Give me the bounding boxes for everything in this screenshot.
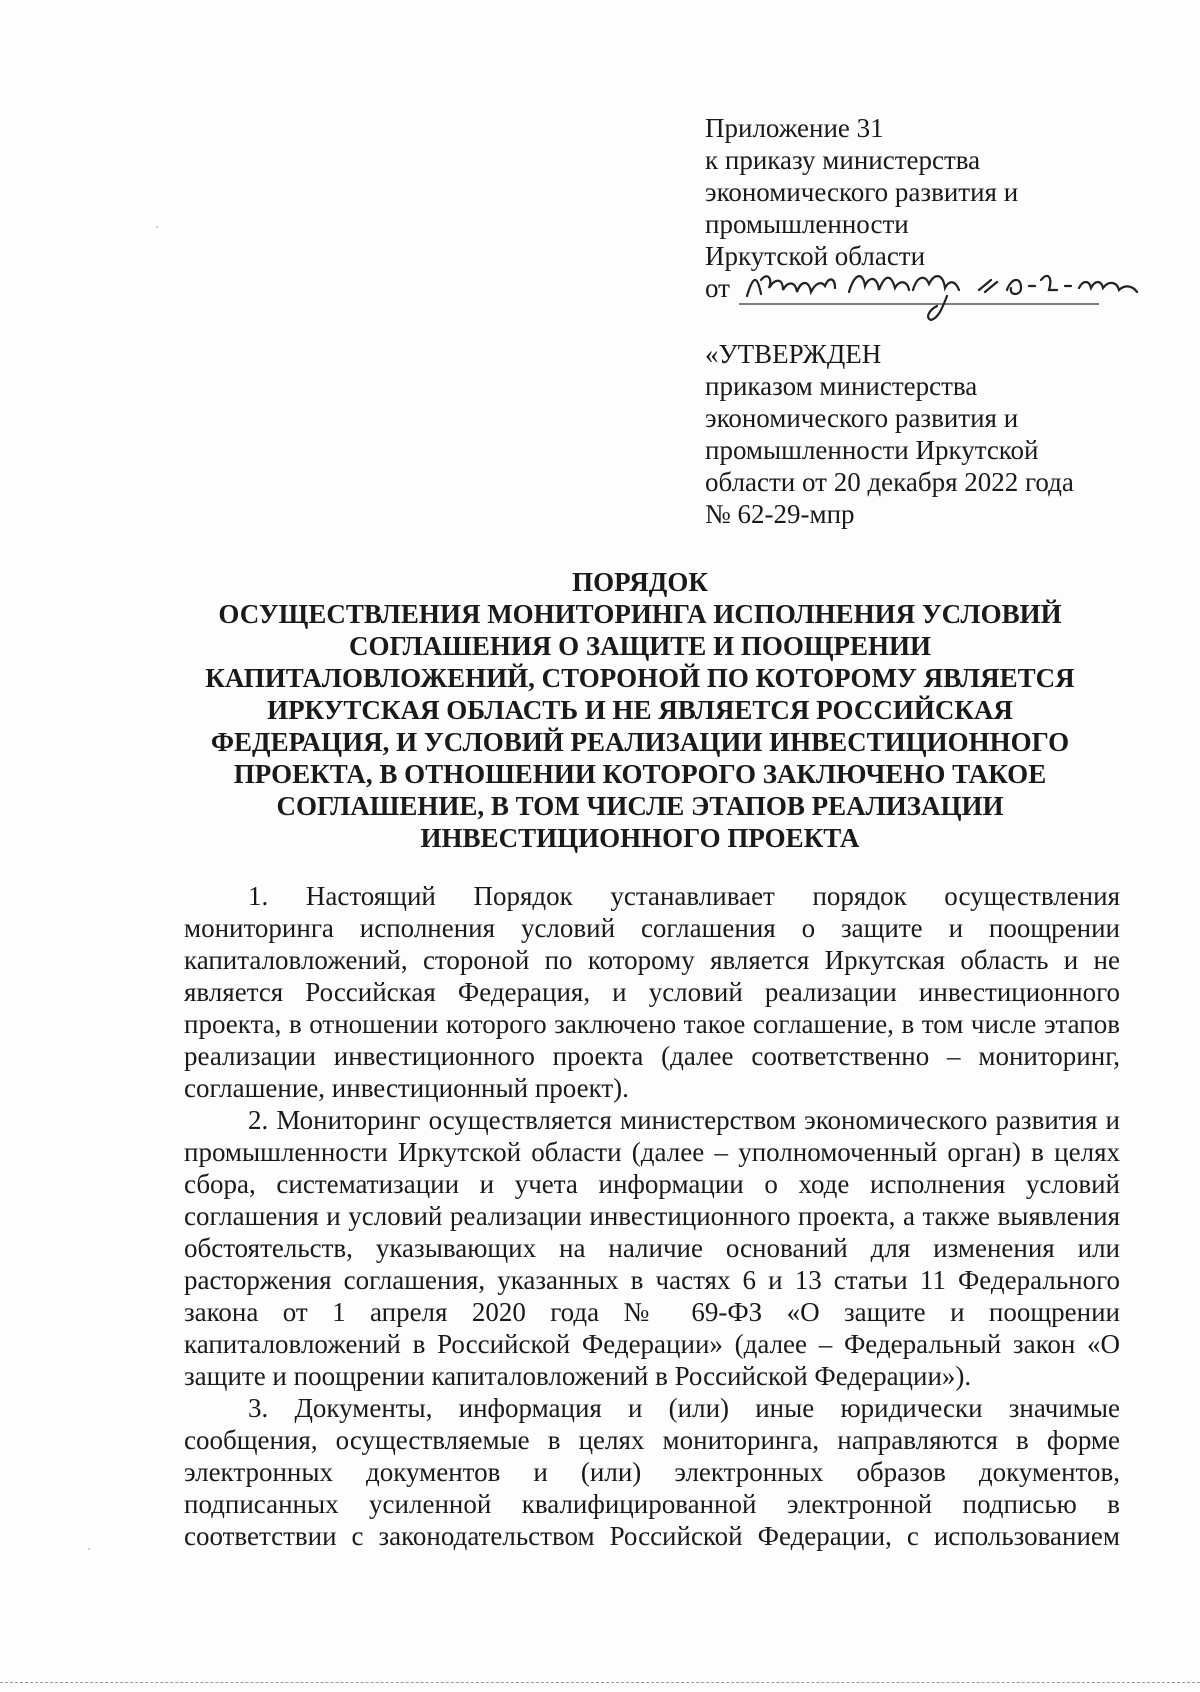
approval-line: области от 20 декабря 2022 года (705, 467, 1074, 497)
text-line: защите и поощрении капиталовложений в Российской Федерации»). (184, 1361, 972, 1391)
appendix-line: промышленности (705, 209, 909, 239)
text-line: 2. Мониторинг осуществляется министерством экономического развития и (248, 1105, 1120, 1135)
text-line: реализации инвестиционного проекта (далее соответственно – мониторинг, (184, 1041, 1120, 1071)
text-line: электронных документов и (или) электронных образов документов, (184, 1457, 1120, 1487)
text-line: расторжения соглашения, указанных в частях 6 и 13 статьи 11 Федерального (184, 1265, 1120, 1295)
approval-line: приказом министерства (705, 371, 978, 401)
handwritten-date-signature (739, 266, 1159, 322)
paragraph-1 (184, 880, 1120, 1104)
title-line: ИРКУТСКАЯ ОБЛАСТЬ И НЕ ЯВЛЯЕТСЯ РОССИЙСКАЯ (267, 695, 1013, 725)
title-line: СОГЛАШЕНИЕ, В ТОМ ЧИСЛЕ ЭТАПОВ РЕАЛИЗАЦИИ (276, 791, 1004, 821)
text-line: проекта, в отношении которого заключено такое соглашение, в том числе этапов (184, 1009, 1120, 1039)
scan-speck (88, 1548, 90, 1550)
title-line: СОГЛАШЕНИЯ О ЗАЩИТЕ И ПООЩРЕНИИ (349, 631, 931, 661)
approval-line: «УТВЕРЖДЕН (705, 339, 882, 369)
paragraph-2 (184, 1104, 1120, 1392)
text-line: капиталовложений в Российской Федерации» (далее – Федеральный закон «О (184, 1329, 1120, 1359)
text-line: капиталовложений, стороной по которому является Иркутская область и не (184, 945, 1120, 975)
approval-stamp-text (705, 338, 1145, 530)
document-title (160, 566, 1120, 854)
text-line: обстоятельств, указывающих на наличие оснований для изменения или (184, 1233, 1120, 1263)
title-line: ИНВЕСТИЦИОННОГО ПРОЕКТА (420, 823, 860, 853)
title-line: ПРОЕКТА, В ОТНОШЕНИИ КОТОРОГО ЗАКЛЮЧЕНО ТАКОЕ (233, 759, 1047, 789)
approval-line: экономического развития и (705, 403, 1019, 433)
appendix-line: Приложение 31 (705, 113, 884, 143)
text-line: 1. Настоящий Порядок устанавливает порядок осуществления (248, 881, 1120, 911)
appendix-line: экономического развития и (705, 177, 1019, 207)
title-line: КАПИТАЛОВЛОЖЕНИЙ, СТОРОНОЙ ПО КОТОРОМУ ЯВЛЯЕТСЯ (205, 663, 1075, 693)
appendix-line: Иркутской области (705, 241, 926, 271)
appendix-header (705, 112, 1145, 306)
title-line: ПОРЯДОК (572, 567, 708, 597)
approval-line: № 62-29-мпр (705, 499, 855, 529)
text-line: мониторинга исполнения условий соглашения о защите и поощрении (184, 913, 1120, 943)
title-line: ФЕДЕРАЦИЯ, И УСЛОВИЙ РЕАЛИЗАЦИИ ИНВЕСТИЦИОННОГО (210, 727, 1070, 757)
appendix-line: к приказу министерства (705, 145, 981, 175)
title-line: ОСУЩЕСТВЛЕНИЯ МОНИТОРИНГА ИСПОЛНЕНИЯ УСЛОВИЙ (218, 599, 1062, 629)
scan-edge-line (0, 1682, 1200, 1683)
approval-line: промышленности Иркутской (705, 435, 1039, 465)
text-line: подписанных усиленной квалифицированной электронной подписью в (184, 1489, 1120, 1519)
text-line: сообщения, осуществляемые в целях мониторинга, направляются в форме (184, 1425, 1120, 1455)
text-line: является Российская Федерация, и условий реализации инвестиционного (184, 977, 1120, 1007)
scan-speck (156, 226, 158, 228)
paragraph-3 (184, 1392, 1120, 1552)
date-prefix: от (705, 273, 730, 303)
order-date-line (705, 272, 1145, 306)
text-line: соглашение, инвестиционный проект). (184, 1073, 629, 1103)
document-body (184, 880, 1120, 1552)
text-line: 3. Документы, информация и (или) иные юридически значимые (248, 1393, 1120, 1423)
text-line: промышленности Иркутской области (далее – уполномоченный орган) в целях (184, 1137, 1120, 1167)
text-line: сбора, систематизации и учета информации о ходе исполнения условий (184, 1169, 1120, 1199)
text-line: соответствии с законодательством Российской Федерации, с использованием (184, 1521, 1120, 1551)
text-line: соглашения и условий реализации инвестиционного проекта, а также выявления (184, 1201, 1120, 1231)
text-line: закона от 1 апреля 2020 года № 69-ФЗ «О защите и поощрении (184, 1297, 1120, 1327)
